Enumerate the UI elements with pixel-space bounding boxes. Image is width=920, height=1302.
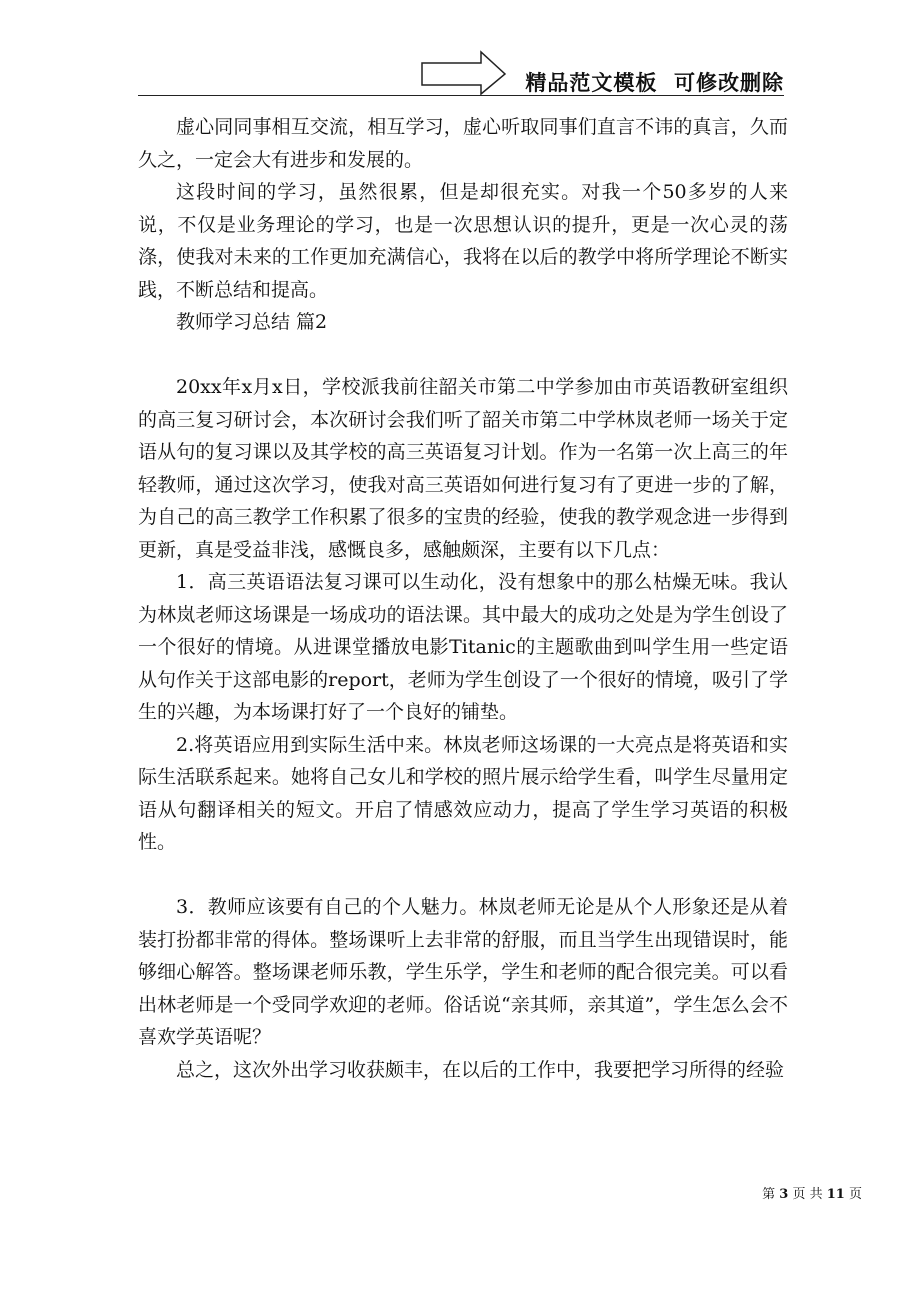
paragraph: 20xx年x月x日，学校派我前往韶关市第二中学参加由市英语教研室组织的高三复习研讨会，本次研讨会我们听了韶关市第二中学林岚老师一场关于定语从句的复习课以及其学校的高三英语复习计划。作为一名第一次上高三的年轻教师，通过这次学习，使我对高三英语如何进行复习有了更进一步的了解，为自己的高三教学工作积累了很多的宝贵的经验，使我的教学观念进一步得到更新，真是受益非浅，感慨良多，感触颇深，主要有以下几点： xyxy=(138,376,788,561)
paragraph: 这段时间的学习，虽然很累，但是却很充实。对我一个50多岁的人来说，不仅是业务理论的学习，也是一次思想认识的提升，更是一次心灵的荡涤，使我对未来的工作更加充满信心，我将在以后的教学中将所学理论不断实践，不断总结和提高。 xyxy=(138,181,788,301)
header-title: 精品范文模板 可修改删除 xyxy=(525,71,784,95)
footer-suffix: 页 xyxy=(848,1187,862,1202)
paragraph: 总之，这次外出学习收获颇丰，在以后的工作中，我要把学习所得的经验 xyxy=(176,1058,785,1081)
paragraph: 虚心同同事相互交流，相互学习，虚心听取同事们直言不讳的真言，久而久之，一定会大有进步和发展的。 xyxy=(138,116,788,171)
document-body xyxy=(138,111,788,1086)
list-item: 1．高三英语语法复习课可以生动化，没有想象中的那么枯燥无味。我认为林岚老师这场课是一场成功的语法课。其中最大的成功之处是为学生创设了一个很好的情境。从进课堂播放电影Titanic的主题歌曲到叫学生用一些定语从句作关于这部电影的report，老师为学生创设了一个很好的情境，吸引了学生的兴趣，为本场课打好了一个良好的铺垫。 xyxy=(138,571,788,723)
footer-middle: 页 共 xyxy=(792,1187,823,1202)
current-page-number: 3 xyxy=(779,1187,789,1202)
total-page-count: 11 xyxy=(826,1187,845,1202)
footer-prefix: 第 xyxy=(762,1187,776,1202)
section-heading: 教师学习总结 篇2 xyxy=(176,311,328,333)
arrow-right-icon xyxy=(421,50,507,96)
page-header xyxy=(138,50,784,98)
page-footer xyxy=(762,1183,862,1202)
list-item: 2.将英语应用到实际生活中来。林岚老师这场课的一大亮点是将英语和实际生活联系起来。她将自己女儿和学校的照片展示给学生看，叫学生尽量用定语从句翻译相关的短文。开启了情感效应动力，提高了学生学习英语的积极性。 xyxy=(138,733,788,853)
header-divider xyxy=(138,95,784,96)
list-item: 3．教师应该要有自己的个人魅力。林岚老师无论是从个人形象还是从着装打扮都非常的得体。整场课听上去非常的舒服，而且当学生出现错误时，能够细心解答。整场课老师乐教，学生乐学，学生和老师的配合很完美。可以看出林老师是一个受同学欢迎的老师。俗话说“亲其师，亲其道”，学生怎么会不喜欢学英语呢？ xyxy=(138,896,788,1048)
